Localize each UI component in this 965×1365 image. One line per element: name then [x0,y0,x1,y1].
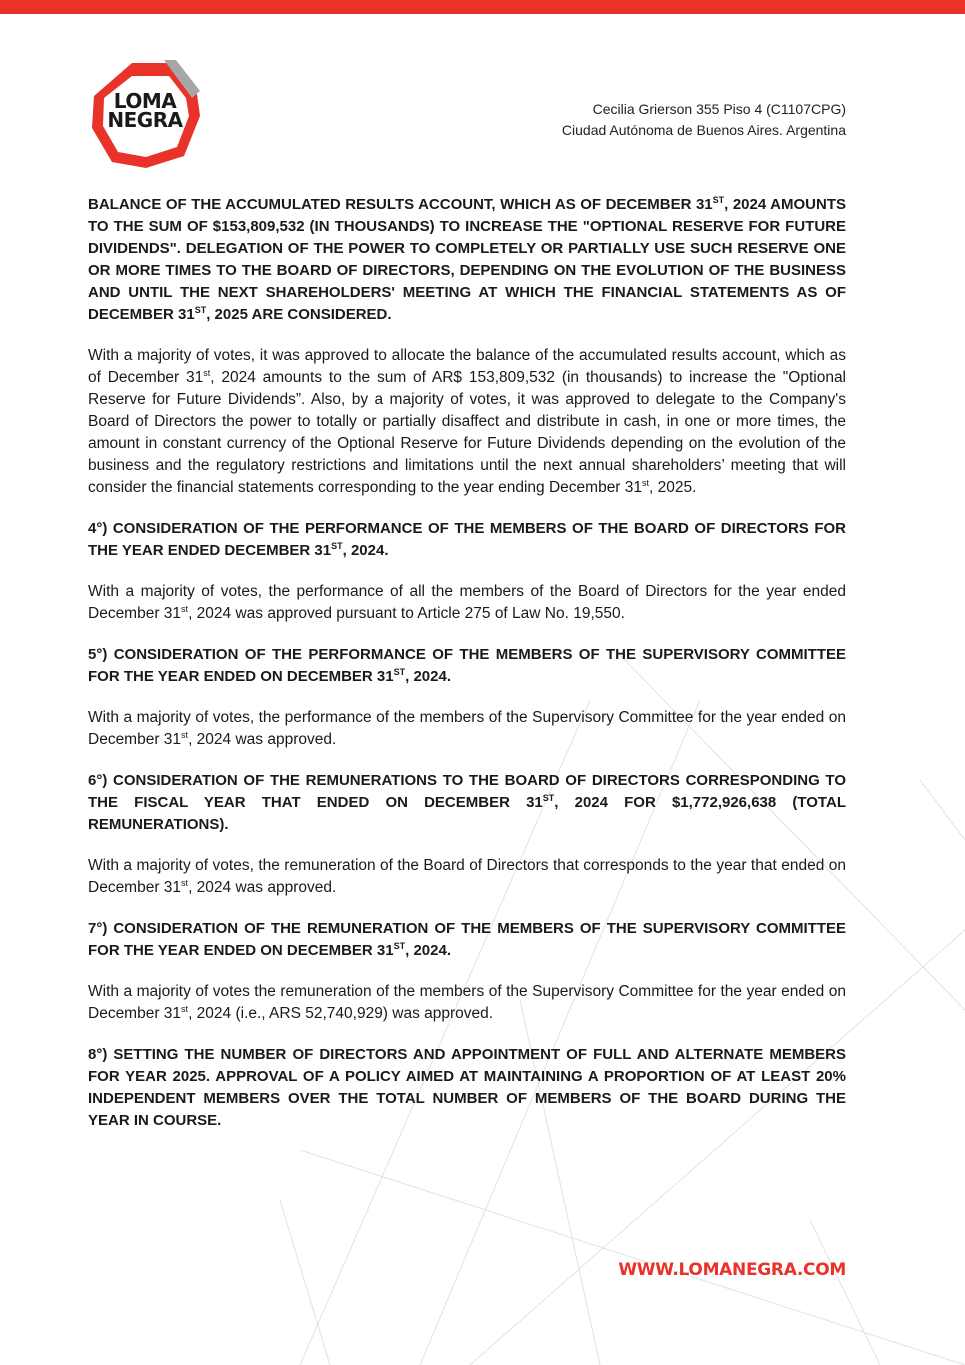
section-heading [88,918,846,962]
resolution-paragraph [88,855,846,899]
logo-text-line1: LOMA [113,89,177,113]
address-line1: Cecilia Grierson 355 Piso 4 (C1107CPG) [592,101,846,117]
ordinal-suffix: ST [393,941,406,951]
section-heading [88,518,846,562]
text-run: With a majority of votes, it was approved to allocate the balance of the accumulated results account, which as of December 31 [88,347,846,386]
resolution-paragraph [88,707,846,751]
resolution-paragraph [88,345,846,499]
text-run: , 2024 amounts to the sum of AR$ 153,809,532 (in thousands) to increase the "Optional Reserve for Future Dividends”. Also, by a majority of votes, it was approved to delegate to the Company's Board of Directors the power to totally or partially disaffect and distribute in cash, in one or more times, the amount in constant currency of the Optional Reserve for Future Dividends depending on the evolution of the business and the regulatory restrictions and limitations until the next annual shareholders’ meeting that will consider the financial statements corresponding to the year ending December 31 [88,369,847,496]
text-run: , 2024 was approved pursuant to Article 275 of Law No. 19,550. [188,605,625,622]
text-run: 4°) CONSIDERATION OF THE PERFORMANCE OF THE MEMBERS OF THE BOARD OF DIRECTORS FOR THE YEAR ENDED DECEMBER 31 [88,520,846,559]
resolution-paragraph [88,981,846,1025]
section-heading [88,644,846,688]
text-run: With a majority of votes, the performance of all the members of the Board of Directors for the year ended December 31 [88,583,846,622]
ordinal-suffix: st [181,1003,189,1014]
text-run: With a majority of votes, the performance of the members of the Supervisory Committee for the year ended on December 31 [88,709,846,748]
ordinal-suffix: ST [393,667,406,677]
text-run: 8°) SETTING THE NUMBER OF DIRECTORS AND APPOINTMENT OF FULL AND ALTERNATE MEMBERS FOR YEAR 2025. APPROVAL OF A POLICY AIMED AT MAINTAINING A PROPORTION OF AT LEAST 20% INDEPENDENT MEMBERS OVER THE TOTAL NUMBER OF MEMBERS OF THE BOARD DURING THE YEAR IN COURSE. [88,1046,846,1129]
document-body [88,194,846,1151]
ordinal-suffix: ST [331,541,343,551]
ordinal-suffix: ST [542,793,555,803]
text-run: BALANCE OF THE ACCUMULATED RESULTS ACCOUNT, WHICH AS OF DECEMBER 31 [88,196,713,213]
text-run: , 2024. [405,668,451,685]
text-run: , 2024. [405,942,451,959]
text-run: , 2024 was approved. [188,731,337,748]
section-heading [88,194,846,326]
ordinal-suffix: st [203,367,211,378]
text-run: , 2024 AMOUNTS TO THE SUM OF $153,809,532 (IN THOUSANDS) TO INCREASE THE "OPTIONAL RESERVE FOR FUTURE DIVIDENDS". DELEGATION OF THE POWER TO COMPLETELY OR PARTIALLY USE SUCH RESERVE ONE OR MORE TIMES TO THE BOARD OF DIRECTORS, DEPENDING ON THE EVOLUTION OF THE BUSINESS AND UNTIL THE NEXT SHAREHOLDERS' MEETING AT WHICH THE FINANCIAL STATEMENTS AS OF DECEMBER 31 [88,196,846,323]
ordinal-suffix: ST [194,305,207,315]
text-run: , 2024 (i.e., ARS 52,740,929) was approved. [188,1005,494,1022]
address-line2: Ciudad Autónoma de Buenos Aires. Argentina [561,122,846,138]
loma-negra-logo [86,58,204,172]
text-run: , 2024 FOR $1,772,926,638 (TOTAL REMUNERATIONS). [88,794,846,833]
ordinal-suffix: ST [712,195,725,205]
footer-website-url: WWW.LOMANEGRA.COM [618,1260,846,1280]
text-run: , 2025. [649,479,697,496]
ordinal-suffix: st [181,603,189,614]
text-run: , 2025 ARE CONSIDERED. [206,306,392,323]
text-run: , 2024 was approved. [188,879,337,896]
company-address [562,99,846,141]
ordinal-suffix: st [181,729,189,740]
text-run: With a majority of votes the remuneration of the members of the Supervisory Committee for the year ended on December 31 [88,983,846,1022]
ordinal-suffix: st [181,877,189,888]
text-run: 6°) CONSIDERATION OF THE REMUNERATIONS TO THE BOARD OF DIRECTORS CORRESPONDING TO THE FISCAL YEAR THAT ENDED ON DECEMBER 31 [88,772,846,811]
logo-text-line2: NEGRA [107,108,183,132]
text-run: With a majority of votes, the remuneration of the Board of Directors that corresponds to the year that ended on December 31 [88,857,846,896]
ordinal-suffix: st [642,477,650,488]
section-heading [88,770,846,836]
text-run: 7°) CONSIDERATION OF THE REMUNERATION OF THE MEMBERS OF THE SUPERVISORY COMMITTEE FOR THE YEAR ENDED ON DECEMBER 31 [88,920,846,959]
resolution-paragraph [88,581,846,625]
text-run: , 2024. [342,542,389,559]
text-run: 5°) CONSIDERATION OF THE PERFORMANCE OF THE MEMBERS OF THE SUPERVISORY COMMITTEE FOR THE YEAR ENDED ON DECEMBER 31 [88,646,846,685]
top-accent-bar [0,0,965,14]
section-heading [88,1044,846,1132]
